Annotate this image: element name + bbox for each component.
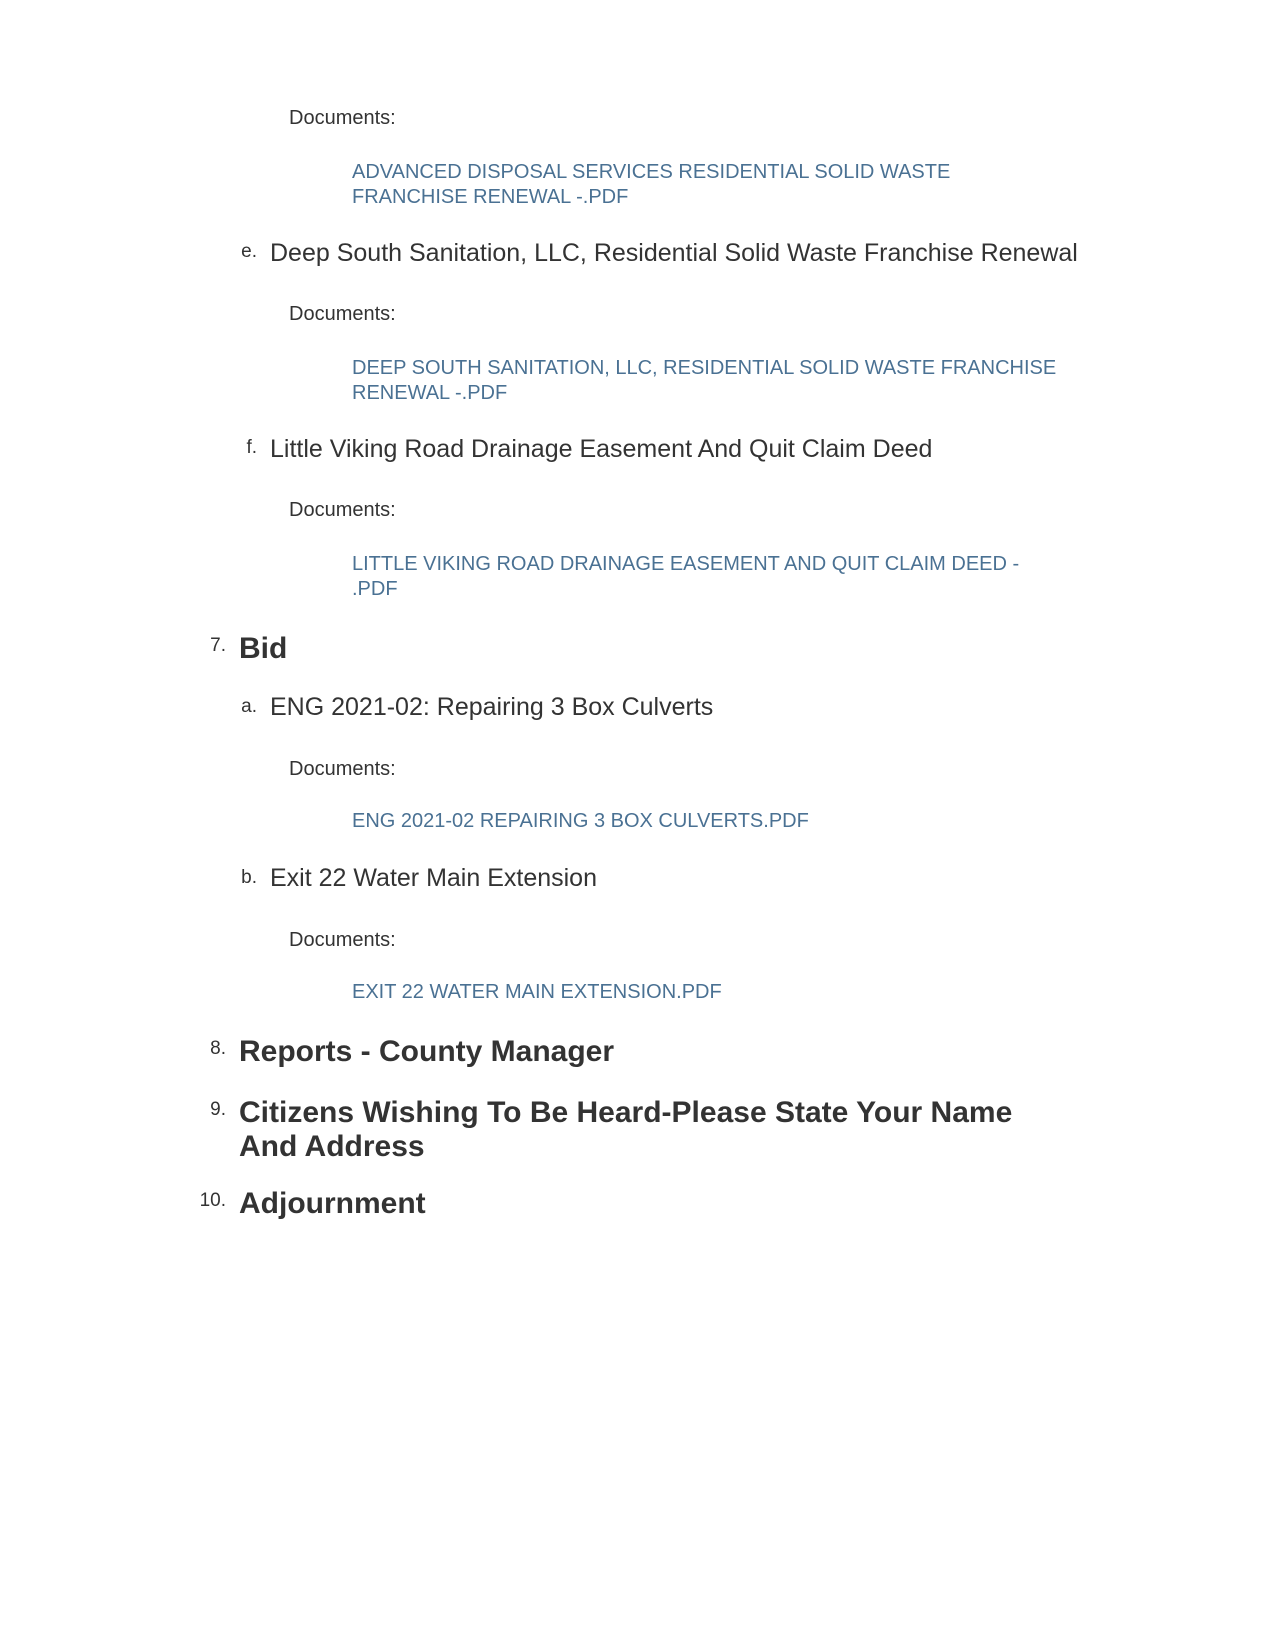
section-title-line: Citizens Wishing To Be Heard-Please State Your Name [239, 1096, 1013, 1129]
documents-label: Documents: [289, 758, 396, 780]
document-link-line[interactable]: LITTLE VIKING ROAD DRAINAGE EASEMENT AND QUIT CLAIM DEED - [352, 553, 1020, 575]
document-link-deep-south[interactable] [352, 356, 1056, 406]
documents-label: Documents: [289, 499, 396, 521]
documents-label: Documents: [289, 929, 396, 951]
section-title-adjournment: Adjournment [239, 1187, 426, 1220]
document-link-little-viking[interactable] [352, 552, 1019, 602]
section-title-citizens [239, 1096, 1012, 1164]
documents-label: Documents: [289, 303, 396, 325]
document-link-line[interactable]: .PDF [352, 578, 398, 600]
document-link-line[interactable]: DEEP SOUTH SANITATION, LLC, RESIDENTIAL SOLID WASTE FRANCHISE [352, 357, 1057, 379]
section-title-bid: Bid [239, 632, 288, 665]
section-title-reports: Reports - County Manager [239, 1035, 615, 1068]
item-marker-b: b. [241, 867, 257, 888]
document-link-line[interactable]: FRANCHISE RENEWAL -.PDF [352, 186, 629, 208]
document-link-line[interactable]: RENEWAL -.PDF [352, 382, 508, 404]
item-title-little-viking: Little Viking Road Drainage Easement And Quit Claim Deed [270, 435, 933, 463]
item-marker-e: e. [241, 241, 257, 262]
section-marker-10: 10. [199, 1190, 226, 1211]
item-marker-f: f. [246, 437, 257, 458]
section-marker-8: 8. [210, 1038, 226, 1059]
documents-label: Documents: [289, 107, 396, 129]
document-link-advanced-disposal[interactable] [352, 160, 950, 210]
document-link-box-culverts[interactable]: ENG 2021-02 REPAIRING 3 BOX CULVERTS.PDF [352, 810, 809, 832]
item-marker-a: a. [241, 696, 257, 717]
section-marker-9: 9. [210, 1099, 226, 1120]
section-title-line: And Address [239, 1130, 425, 1163]
item-title-eng-2021-02: ENG 2021-02: Repairing 3 Box Culverts [270, 693, 714, 721]
section-marker-7: 7. [210, 635, 226, 656]
item-title-exit-22: Exit 22 Water Main Extension [270, 864, 597, 892]
document-link-exit-22[interactable]: EXIT 22 WATER MAIN EXTENSION.PDF [352, 981, 722, 1003]
item-title-deep-south: Deep South Sanitation, LLC, Residential Solid Waste Franchise Renewal [270, 239, 1078, 267]
document-link-line[interactable]: ADVANCED DISPOSAL SERVICES RESIDENTIAL SOLID WASTE [352, 161, 951, 183]
